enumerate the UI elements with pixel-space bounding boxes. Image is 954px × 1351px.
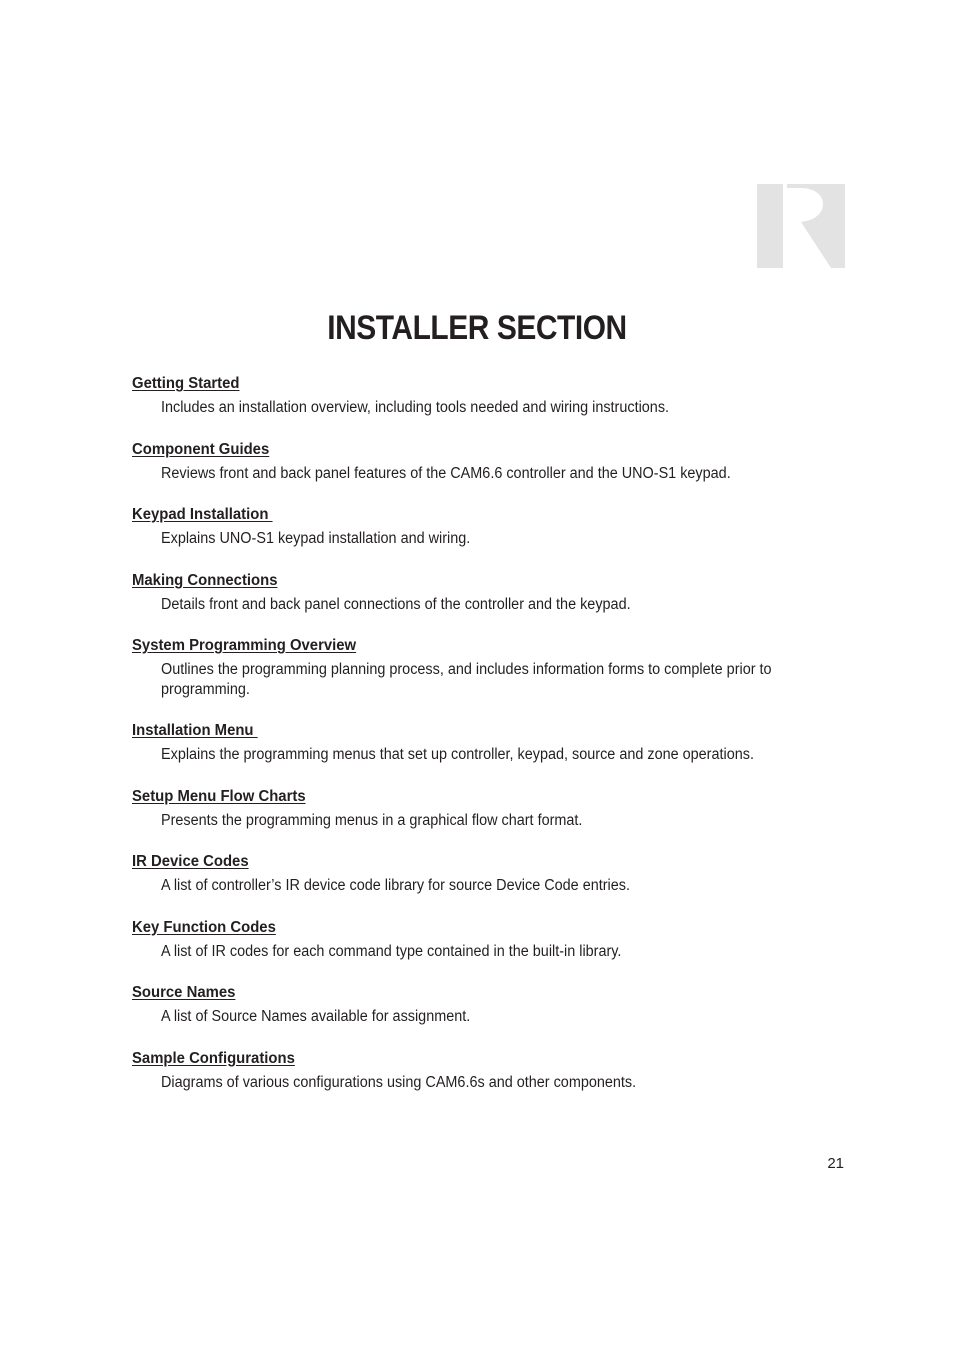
section-sample-configurations xyxy=(132,1049,832,1093)
section-keypad-installation xyxy=(132,505,832,549)
section-heading-link[interactable]: Getting Started xyxy=(132,375,240,392)
brand-logo xyxy=(757,184,845,268)
section-heading-link[interactable]: Installation Menu xyxy=(132,722,258,739)
logo-bowl xyxy=(787,184,845,268)
section-description: A list of IR codes for each command type contained in the built-in library. xyxy=(161,942,622,960)
section-key-function-codes xyxy=(132,918,832,962)
section-heading-link[interactable]: IR Device Codes xyxy=(132,853,249,870)
section-heading-link[interactable]: Key Function Codes xyxy=(132,918,276,936)
section-list xyxy=(132,374,832,1114)
section-component-guides xyxy=(132,440,832,484)
section-description: Includes an installation overview, including tools needed and wiring instructions. xyxy=(161,399,670,416)
section-description: Explains the programming menus that set up controller, keypad, source and zone operations. xyxy=(161,746,754,763)
section-heading-link[interactable]: Setup Menu Flow Charts xyxy=(132,787,306,805)
section-setup-menu-flow-charts xyxy=(132,787,832,831)
section-heading-link[interactable]: Making Connections xyxy=(132,571,278,589)
section-description: Outlines the programming planning process, and includes information forms to complete prior to programming. xyxy=(161,661,772,698)
section-installation-menu xyxy=(132,721,832,765)
page-number: 21 xyxy=(827,1155,844,1172)
page-title: INSTALLER SECTION xyxy=(327,309,627,347)
section-heading-link[interactable]: Keypad Installation xyxy=(132,506,273,523)
section-heading-link[interactable]: System Programming Overview xyxy=(132,637,357,654)
section-heading-link[interactable]: Sample Configurations xyxy=(132,1049,295,1067)
section-source-names xyxy=(132,983,832,1027)
section-description: Presents the programming menus in a graphical flow chart format. xyxy=(161,811,583,829)
section-description: Diagrams of various configurations using CAM6.6s and other components. xyxy=(161,1073,637,1091)
section-making-connections xyxy=(132,571,832,615)
section-ir-device-codes xyxy=(132,852,832,896)
section-description: Explains UNO-S1 keypad installation and wiring. xyxy=(161,530,471,547)
section-getting-started xyxy=(132,374,832,418)
section-description: Details front and back panel connections of the controller and the keypad. xyxy=(161,595,631,613)
section-description: Reviews front and back panel features of the CAM6.6 controller and the UNO-S1 keypad. xyxy=(161,464,731,482)
logo-stem xyxy=(757,184,783,268)
section-system-programming-overview xyxy=(132,636,832,699)
section-heading-link[interactable]: Source Names xyxy=(132,984,236,1001)
section-description: A list of controller’s IR device code library for source Device Code entries. xyxy=(161,877,630,894)
section-description: A list of Source Names available for assignment. xyxy=(161,1008,471,1025)
section-heading-link[interactable]: Component Guides xyxy=(132,440,270,458)
